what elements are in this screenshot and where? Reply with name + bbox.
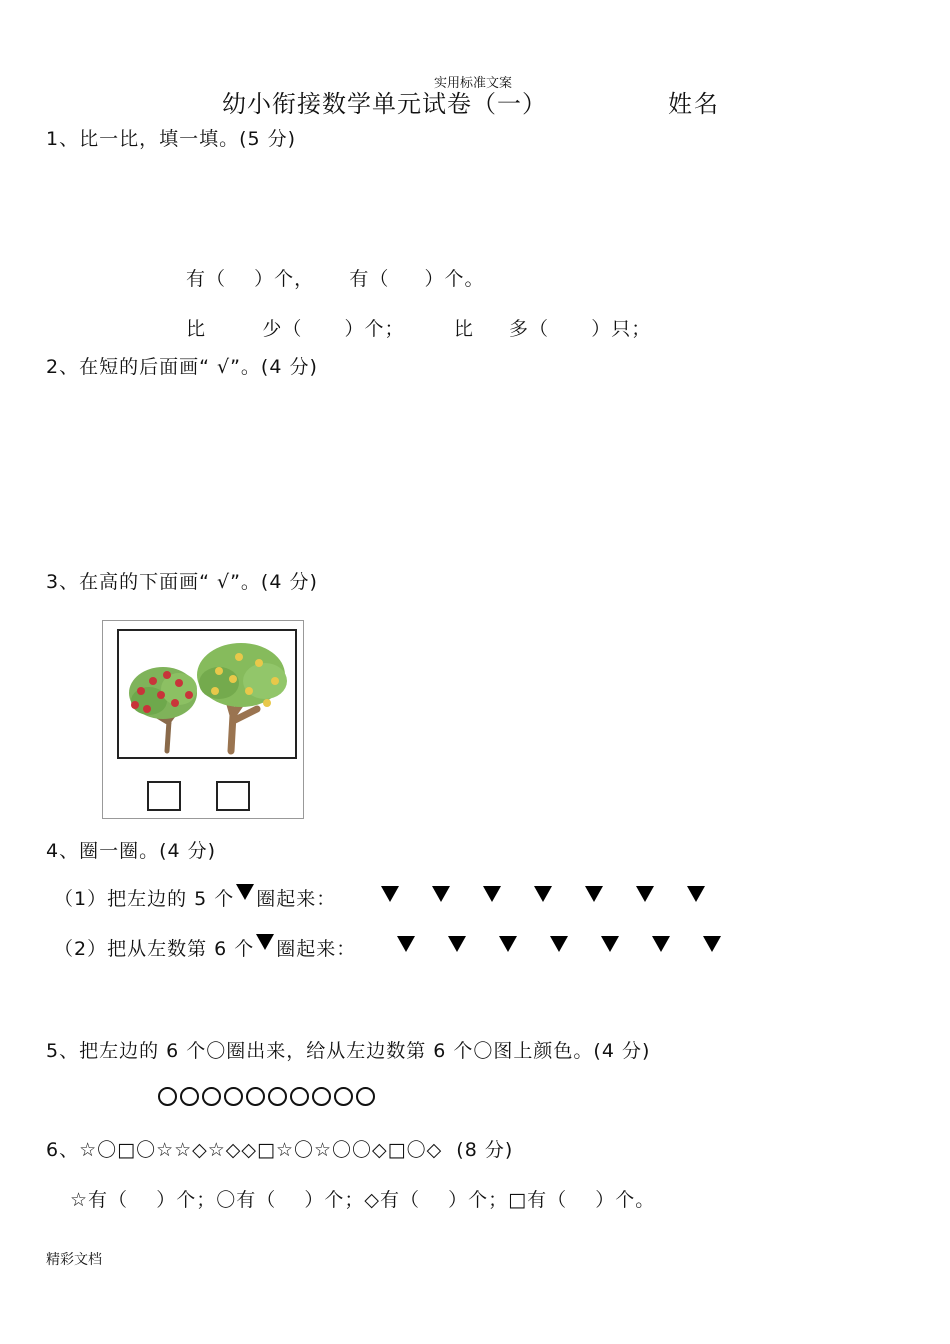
circle-icon[interactable]: [202, 1087, 221, 1106]
circle-icon[interactable]: [334, 1087, 353, 1106]
circle-icon[interactable]: [246, 1087, 265, 1106]
question-4-item-2: [54, 934, 356, 961]
triangle-icon[interactable]: [687, 886, 705, 902]
question-4-item-1-label: （1）把左边的 5 个: [54, 888, 235, 910]
triangle-icon[interactable]: [397, 936, 415, 952]
circle-icon[interactable]: [290, 1087, 309, 1106]
triangle-row-1: [381, 886, 705, 902]
question-1-line-1: 有（ ）个， 有（ ）个。: [186, 268, 485, 290]
triangle-icon[interactable]: [499, 936, 517, 952]
circle-icon[interactable]: [158, 1087, 177, 1106]
question-3-title: 3、在高的下面画“ √”。(4 分): [46, 571, 318, 593]
triangle-icon[interactable]: [550, 936, 568, 952]
question-4-item-1: [54, 884, 336, 911]
answer-box-left[interactable]: [147, 781, 181, 811]
question-6-title: 6、☆〇□〇☆☆◇☆◇◇□☆〇☆〇〇◇□〇◇ (8 分): [46, 1139, 514, 1161]
triangle-icon[interactable]: [534, 886, 552, 902]
triangle-icon[interactable]: [585, 886, 603, 902]
circle-icon[interactable]: [356, 1087, 375, 1106]
triangle-icon: [236, 884, 254, 900]
circle-row: [158, 1087, 378, 1106]
tree-picture: [117, 629, 297, 759]
triangle-icon[interactable]: [432, 886, 450, 902]
circle-icon[interactable]: [180, 1087, 199, 1106]
triangle-icon[interactable]: [601, 936, 619, 952]
question-4-item-2-label: （2）把从左数第 6 个: [54, 938, 255, 960]
question-4-title: 4、圈一圈。(4 分): [46, 840, 217, 862]
circle-icon[interactable]: [312, 1087, 331, 1106]
triangle-row-2: [397, 936, 721, 952]
header-note: 实用标准文案: [434, 76, 513, 91]
tree-figure: [102, 620, 304, 819]
triangle-icon[interactable]: [636, 886, 654, 902]
triangle-icon[interactable]: [652, 936, 670, 952]
question-1-line-2: 比 少（ ）个； 比 多（ ）只；: [186, 318, 652, 340]
triangle-icon[interactable]: [448, 936, 466, 952]
trees-illustration: [119, 631, 295, 757]
page-footer: 精彩文档: [46, 1252, 102, 1268]
name-label: 姓名: [668, 90, 720, 118]
triangle-icon[interactable]: [703, 936, 721, 952]
circle-icon[interactable]: [268, 1087, 287, 1106]
triangle-icon[interactable]: [483, 886, 501, 902]
question-2-title: 2、在短的后面画“ √”。(4 分): [46, 356, 318, 378]
question-4-item-2-suffix: 圈起来：: [276, 938, 357, 960]
circle-icon[interactable]: [224, 1087, 243, 1106]
triangle-icon: [256, 934, 274, 950]
triangle-icon[interactable]: [381, 886, 399, 902]
page-title: 幼小衔接数学单元试卷（一）: [222, 90, 547, 118]
question-6-answer-line: ☆有（ ）个；〇有（ ）个；◇有（ ）个；□有（ ）个。: [70, 1189, 656, 1211]
question-5-title: 5、把左边的 6 个〇圈出来，给从左边数第 6 个〇图上颜色。(4 分): [46, 1040, 651, 1062]
question-1-title: 1、比一比，填一填。(5 分): [46, 128, 297, 150]
answer-box-right[interactable]: [216, 781, 250, 811]
question-4-item-1-suffix: 圈起来：: [256, 888, 337, 910]
